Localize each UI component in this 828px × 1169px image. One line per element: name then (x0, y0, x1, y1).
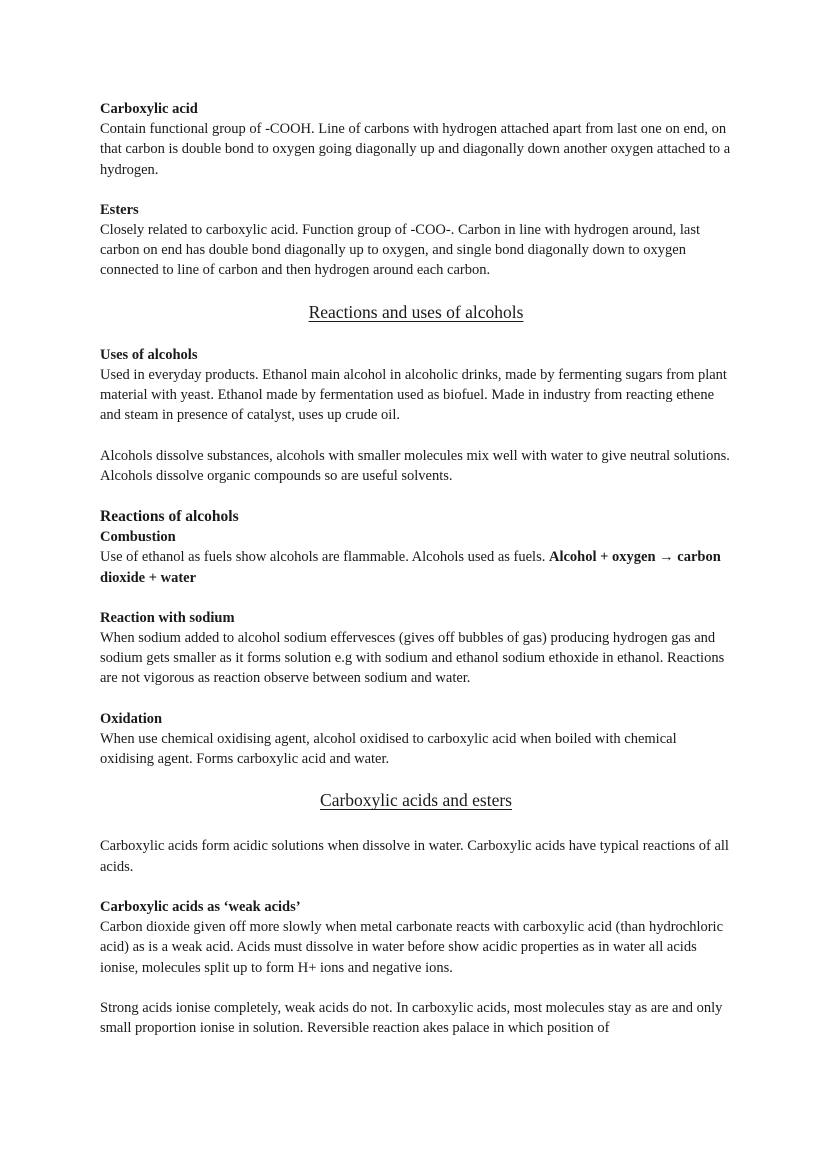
page-content (100, 99, 732, 1038)
reactions-of-alcohols-heading: Reactions of alcohols (100, 508, 239, 526)
combustion-body: Use of ethanol as fuels show alcohols are flammable. Alcohols used as fuels. (100, 549, 549, 566)
carboxylic-acid-heading: Carboxylic acid (100, 101, 198, 117)
combustion-equation: Alcohol + oxygen → carbon dioxide + water (100, 549, 721, 586)
oxidation-heading: Oxidation (100, 710, 163, 727)
carboxylic-acid-text: Contain functional group of -COOH. Line of carbons with hydrogen attached apart from last one on end, on that carbon is double bond to oxygen going diagonally up and diagonally down another oxygen attached to a hydrogen. (100, 121, 731, 178)
carboxylic-esters-title: Carboxylic acids and esters (320, 790, 512, 811)
uses-of-alcohols-para1: Used in everyday products. Ethanol main alcohol in alcoholic drinks, made by fermenting sugars from plant material with yeast. Ethanol made by fermentation used as biofuel. Made in industry from reacting ethene and steam in presence of catalyst, uses up crude oil. (100, 366, 727, 424)
esters-text: Closely related to carboxylic acid. Function group of -COO-. Carbon in line with hydrogen around, last carbon on end has double bond diagonally up to oxygen, and single bond diagonally down to oxygen connected to line of carbon and then hydrogen around each carbon. (100, 221, 701, 279)
carboxylic-intro: Carboxylic acids form acidic solutions when dissolve in water. Carboxylic acids have typical reactions of all acids. (100, 838, 729, 875)
reactions-uses-title: Reactions and uses of alcohols (308, 301, 524, 322)
sodium-text: When sodium added to alcohol sodium effervesces (gives off bubbles of gas) producing hydrogen gas and sodium gets smaller as it forms solution e.g with sodium and ethanol sodium ethoxide in ethanol. Reactions are not vigorous as reaction observe between sodium and water. (100, 629, 725, 687)
uses-of-alcohols-heading: Uses of alcohols (100, 346, 198, 363)
uses-of-alcohols-para2: Alcohols dissolve substances, alcohols with smaller molecules mix well with water to give neutral solutions. Alcohols dissolve organic compounds so are useful solvents. (100, 447, 730, 484)
weak-acids-para2: Strong acids ionise completely, weak acids do not. In carboxylic acids, most molecules stay as are and only small proportion ionise in solution. Reversible reaction akes palace in which position of (100, 999, 723, 1037)
esters-heading: Esters (100, 201, 139, 218)
combustion-heading: Combustion (100, 529, 176, 546)
weak-acids-heading: Carboxylic acids as ‘weak acids’ (100, 898, 301, 915)
combustion-text (100, 547, 732, 588)
oxidation-text: When use chemical oxidising agent, alcohol oxidised to carboxylic acid when boiled with chemical oxidising agent. Forms carboxylic acid and water. (100, 730, 677, 768)
sodium-heading: Reaction with sodium (100, 609, 235, 626)
weak-acids-para1: Carbon dioxide given off more slowly when metal carbonate reacts with carboxylic acid (than hydrochloric acid) as is a weak acid. Acids must dissolve in water before show acidic properties as in water all acids ionise, molecules split up to form H+ ions and negative ions. (100, 918, 724, 976)
